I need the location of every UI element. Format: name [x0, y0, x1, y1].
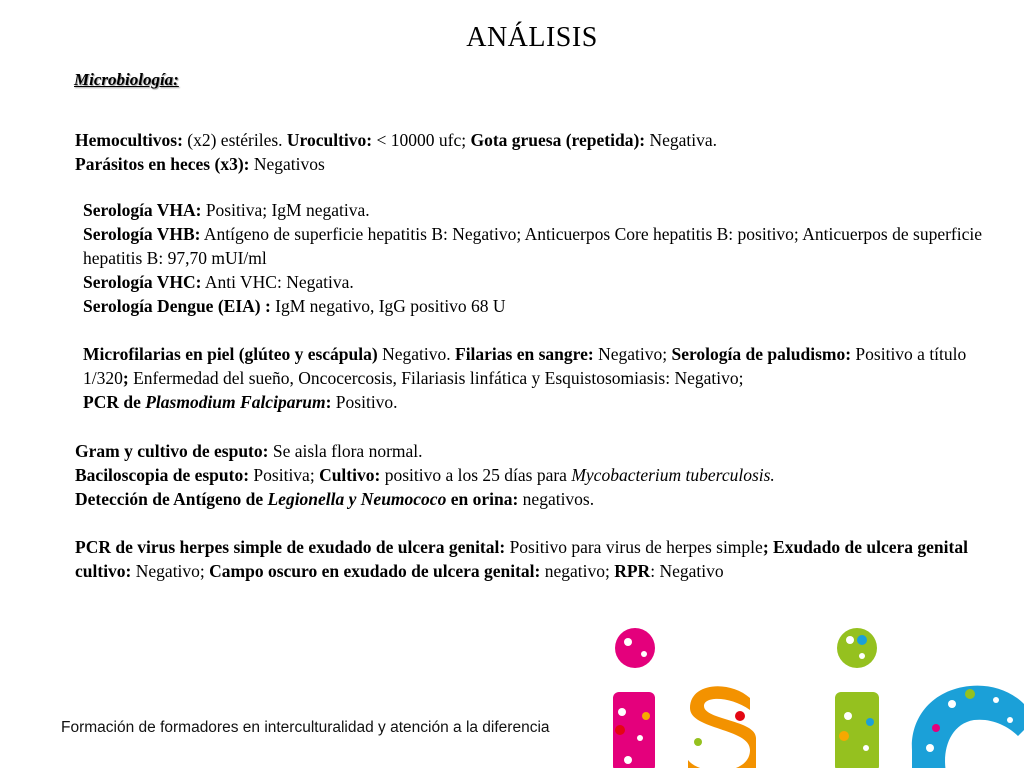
logo-letter-s	[688, 686, 756, 768]
line-parasitos: Parásitos en heces (x3): Negativos	[75, 154, 325, 174]
line-antigeno: Detección de Antígeno de Legionella y Neumococo en orina: negativos.	[75, 489, 595, 509]
logo-dot-i2	[837, 628, 877, 668]
logo-dot-i1	[615, 628, 655, 668]
group-ulcera-genital	[75, 535, 995, 583]
logo-stem-i2	[835, 692, 879, 768]
group-basic-cultures	[75, 128, 1005, 176]
line-serologia-dengue: Serología Dengue (EIA) : IgM negativo, IgG positivo 68 U	[83, 296, 506, 316]
line-serologia-vhc: Serología VHC: Anti VHC: Negativa.	[83, 272, 354, 292]
line-gram: Gram y cultivo de esputo: Se aisla flora normal.	[75, 441, 423, 461]
line-hemocultivos: Hemocultivos: (x2) estériles. Urocultivo: < 10000 ufc; Gota gruesa (repetida): Negativa.	[75, 130, 718, 150]
group-serologias	[83, 198, 1013, 318]
footer-caption: Formación de formadores en interculturalidad y atención a la diferencia	[61, 719, 550, 736]
line-pcr-herpes: PCR de virus herpes simple de exudado de ulcera genital: Positivo para virus de herpes simple; Exudado de ulcera genital cultivo: Negativo; Campo oscuro en exudado de ulcera genital: negativo; RPR: Negativo	[75, 537, 968, 581]
line-serologia-vha: Serología VHA: Positiva; IgM negativa.	[83, 200, 370, 220]
group-parasitologia	[83, 342, 1013, 414]
line-serologia-vhb: Serología VHB: Antígeno de superficie hepatitis B: Negativo; Anticuerpos Core hepatitis B: positivo; Anticuerpos de superficie hepatitis B: 97,70 mUI/ml	[83, 224, 982, 268]
isic-logo	[600, 620, 1024, 768]
section-heading-microbiologia: Microbiología:	[74, 70, 179, 89]
line-microfilarias: Microfilarias en piel (glúteo y escápula) Negativo. Filarias en sangre: Negativo; Serología de paludismo: Positivo a título 1/320; Enfermedad del sueño, Oncocercosis, Filariasis linfática y Esquistosomiasis: Negativo;	[83, 344, 967, 388]
line-pcr-plasmodium: PCR de Plasmodium Falciparum: Positivo.	[83, 392, 398, 412]
group-esputo	[75, 439, 1005, 511]
line-baciloscopia: Baciloscopia de esputo: Positiva; Cultivo: positivo a los 25 días para Mycobacterium tuberculosis.	[75, 465, 775, 485]
page-title: ANÁLISIS	[466, 22, 598, 53]
